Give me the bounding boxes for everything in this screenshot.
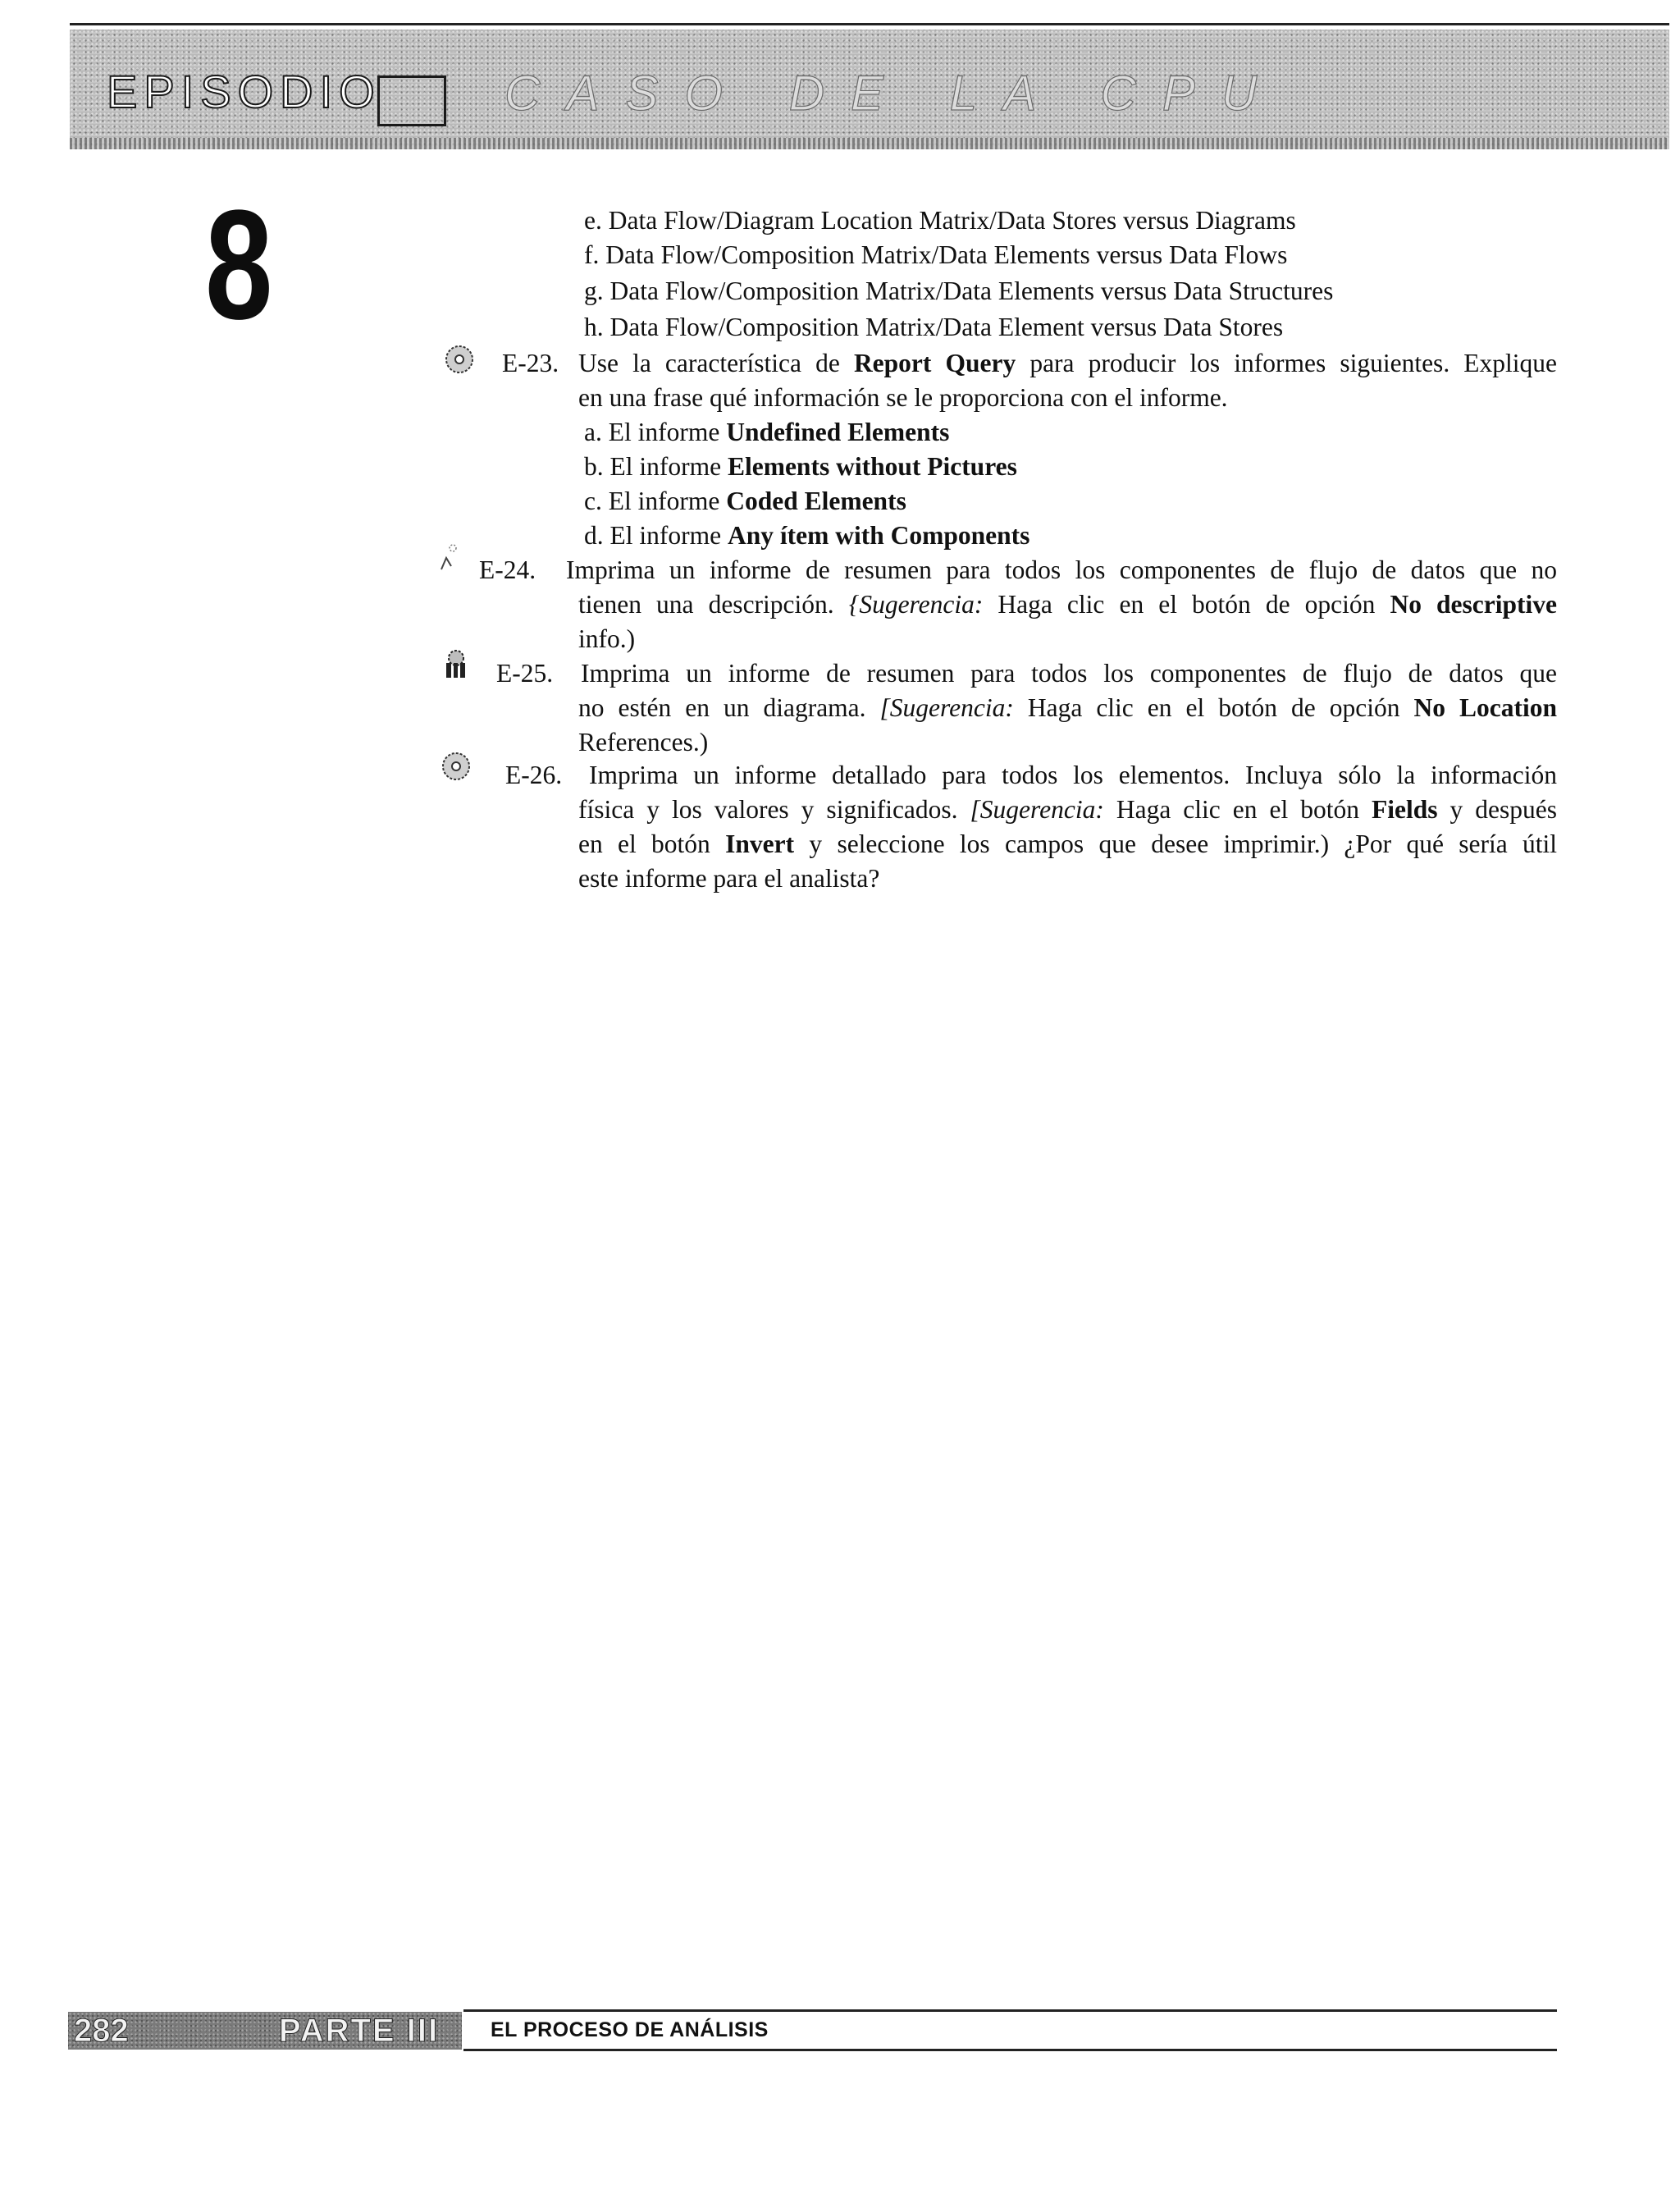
list-item-letter: e.	[584, 206, 602, 235]
list-item-text: Data Flow/Composition Matrix/Data Elements versus Data Structures	[609, 277, 1334, 305]
exercise-text-line	[578, 793, 1557, 827]
exercise-text-line: Imprima un informe de resumen para todos los componentes de flujo de datos que no	[566, 555, 1557, 584]
exercise-label: E-25.	[496, 659, 554, 688]
list-item	[584, 238, 1287, 272]
bold-term: Coded Elements	[726, 487, 906, 515]
cd-icon	[443, 343, 476, 376]
text-run: no estén en un diagrama.	[578, 693, 880, 722]
bold-term: Elements without Pictures	[727, 452, 1017, 481]
exercise-text-line	[578, 691, 1557, 725]
text-run: El informe	[609, 521, 728, 550]
list-item	[584, 310, 1283, 345]
list-item-letter: g.	[584, 277, 604, 305]
chapter-number: 8	[205, 178, 273, 352]
bold-term: Fields	[1372, 795, 1438, 824]
exercise-text-line	[578, 587, 1557, 622]
list-item	[584, 203, 1296, 238]
bold-term: No descriptive	[1390, 590, 1557, 619]
exercise-label: E-24.	[479, 555, 536, 584]
text-run: tienen una descripción.	[578, 590, 849, 619]
list-item-letter: b.	[584, 452, 604, 481]
exercise-text-line: References.)	[578, 728, 709, 756]
text-run: Haga clic en el botón	[1103, 795, 1372, 824]
list-item-letter: c.	[584, 487, 602, 515]
text-run: El informe	[608, 487, 727, 515]
list-item	[584, 274, 1333, 309]
list-item-text: Data Flow/Composition Matrix/Data Element versus Data Stores	[609, 313, 1284, 341]
list-item-letter: d.	[584, 521, 604, 550]
bold-term: Undefined Elements	[726, 418, 950, 446]
text-run: El informe	[609, 452, 728, 481]
case-title: CASO DE LA CPU	[504, 66, 1284, 121]
list-item-letter: a.	[584, 418, 602, 446]
diskette-icon	[438, 542, 464, 574]
text-run: Use la característica de	[578, 349, 854, 377]
italic-hint: [Sugerencia:	[970, 795, 1104, 824]
page-number: 282	[74, 2013, 129, 2049]
list-item-letter: f.	[584, 240, 600, 269]
episode-header-band	[70, 30, 1669, 149]
episode-label-box	[377, 75, 446, 126]
tool-icon	[440, 648, 472, 681]
list-item-letter: h.	[584, 313, 604, 341]
list-item	[584, 484, 906, 519]
list-item-text: Data Flow/Diagram Location Matrix/Data Stores versus Diagrams	[608, 206, 1296, 235]
exercise-text-line	[578, 346, 1557, 381]
list-item-text: Data Flow/Composition Matrix/Data Elements versus Data Flows	[605, 240, 1288, 269]
text-run: física y los valores y significados.	[578, 795, 970, 824]
text-run: El informe	[608, 418, 727, 446]
bold-term: No Location	[1413, 693, 1558, 722]
bold-term: Any ítem with Components	[727, 521, 1030, 550]
exercise-text-line	[578, 827, 1557, 862]
bold-term: Invert	[725, 830, 795, 858]
exercise-text-line: Imprima un informe de resumen para todos los componentes de flujo de datos que	[581, 659, 1557, 688]
exercise-text-line: este informe para el analista?	[578, 864, 880, 893]
text-run: Haga clic en el botón de opción	[983, 590, 1390, 619]
list-item	[584, 450, 1017, 484]
italic-hint: {Sugerencia:	[848, 590, 984, 619]
exercise-label: E-23.	[502, 349, 559, 377]
footer-rule	[463, 2049, 1557, 2051]
list-item	[584, 415, 949, 450]
cd-icon	[440, 750, 472, 783]
exercise-text-line: Imprima un informe detallado para todos los elementos. Incluya sólo la información	[589, 761, 1557, 789]
section-title: EL PROCESO DE ANÁLISIS	[491, 2018, 769, 2041]
footer-rule	[463, 2009, 1557, 2012]
text-run: para producir los informes siguientes. Explique	[1016, 349, 1558, 377]
text-run: en el botón	[578, 830, 726, 858]
text-run: Haga clic en el botón de opción	[1013, 693, 1414, 722]
part-label: PARTE III	[279, 2013, 440, 2049]
exercise-text-line: en una frase qué información se le proporciona con el informe.	[578, 383, 1228, 412]
episode-label: EPISODIO	[107, 66, 381, 117]
italic-hint: [Sugerencia:	[879, 693, 1014, 722]
exercise-text-line: info.)	[578, 624, 636, 653]
header-top-rule	[70, 23, 1669, 25]
bold-term: Report Query	[853, 349, 1016, 377]
text-run: y después	[1437, 795, 1557, 824]
list-item	[584, 519, 1029, 553]
text-run: y seleccione los campos que desee imprimir.) ¿Por qué sería útil	[794, 830, 1557, 858]
exercise-label: E-26.	[505, 761, 563, 789]
